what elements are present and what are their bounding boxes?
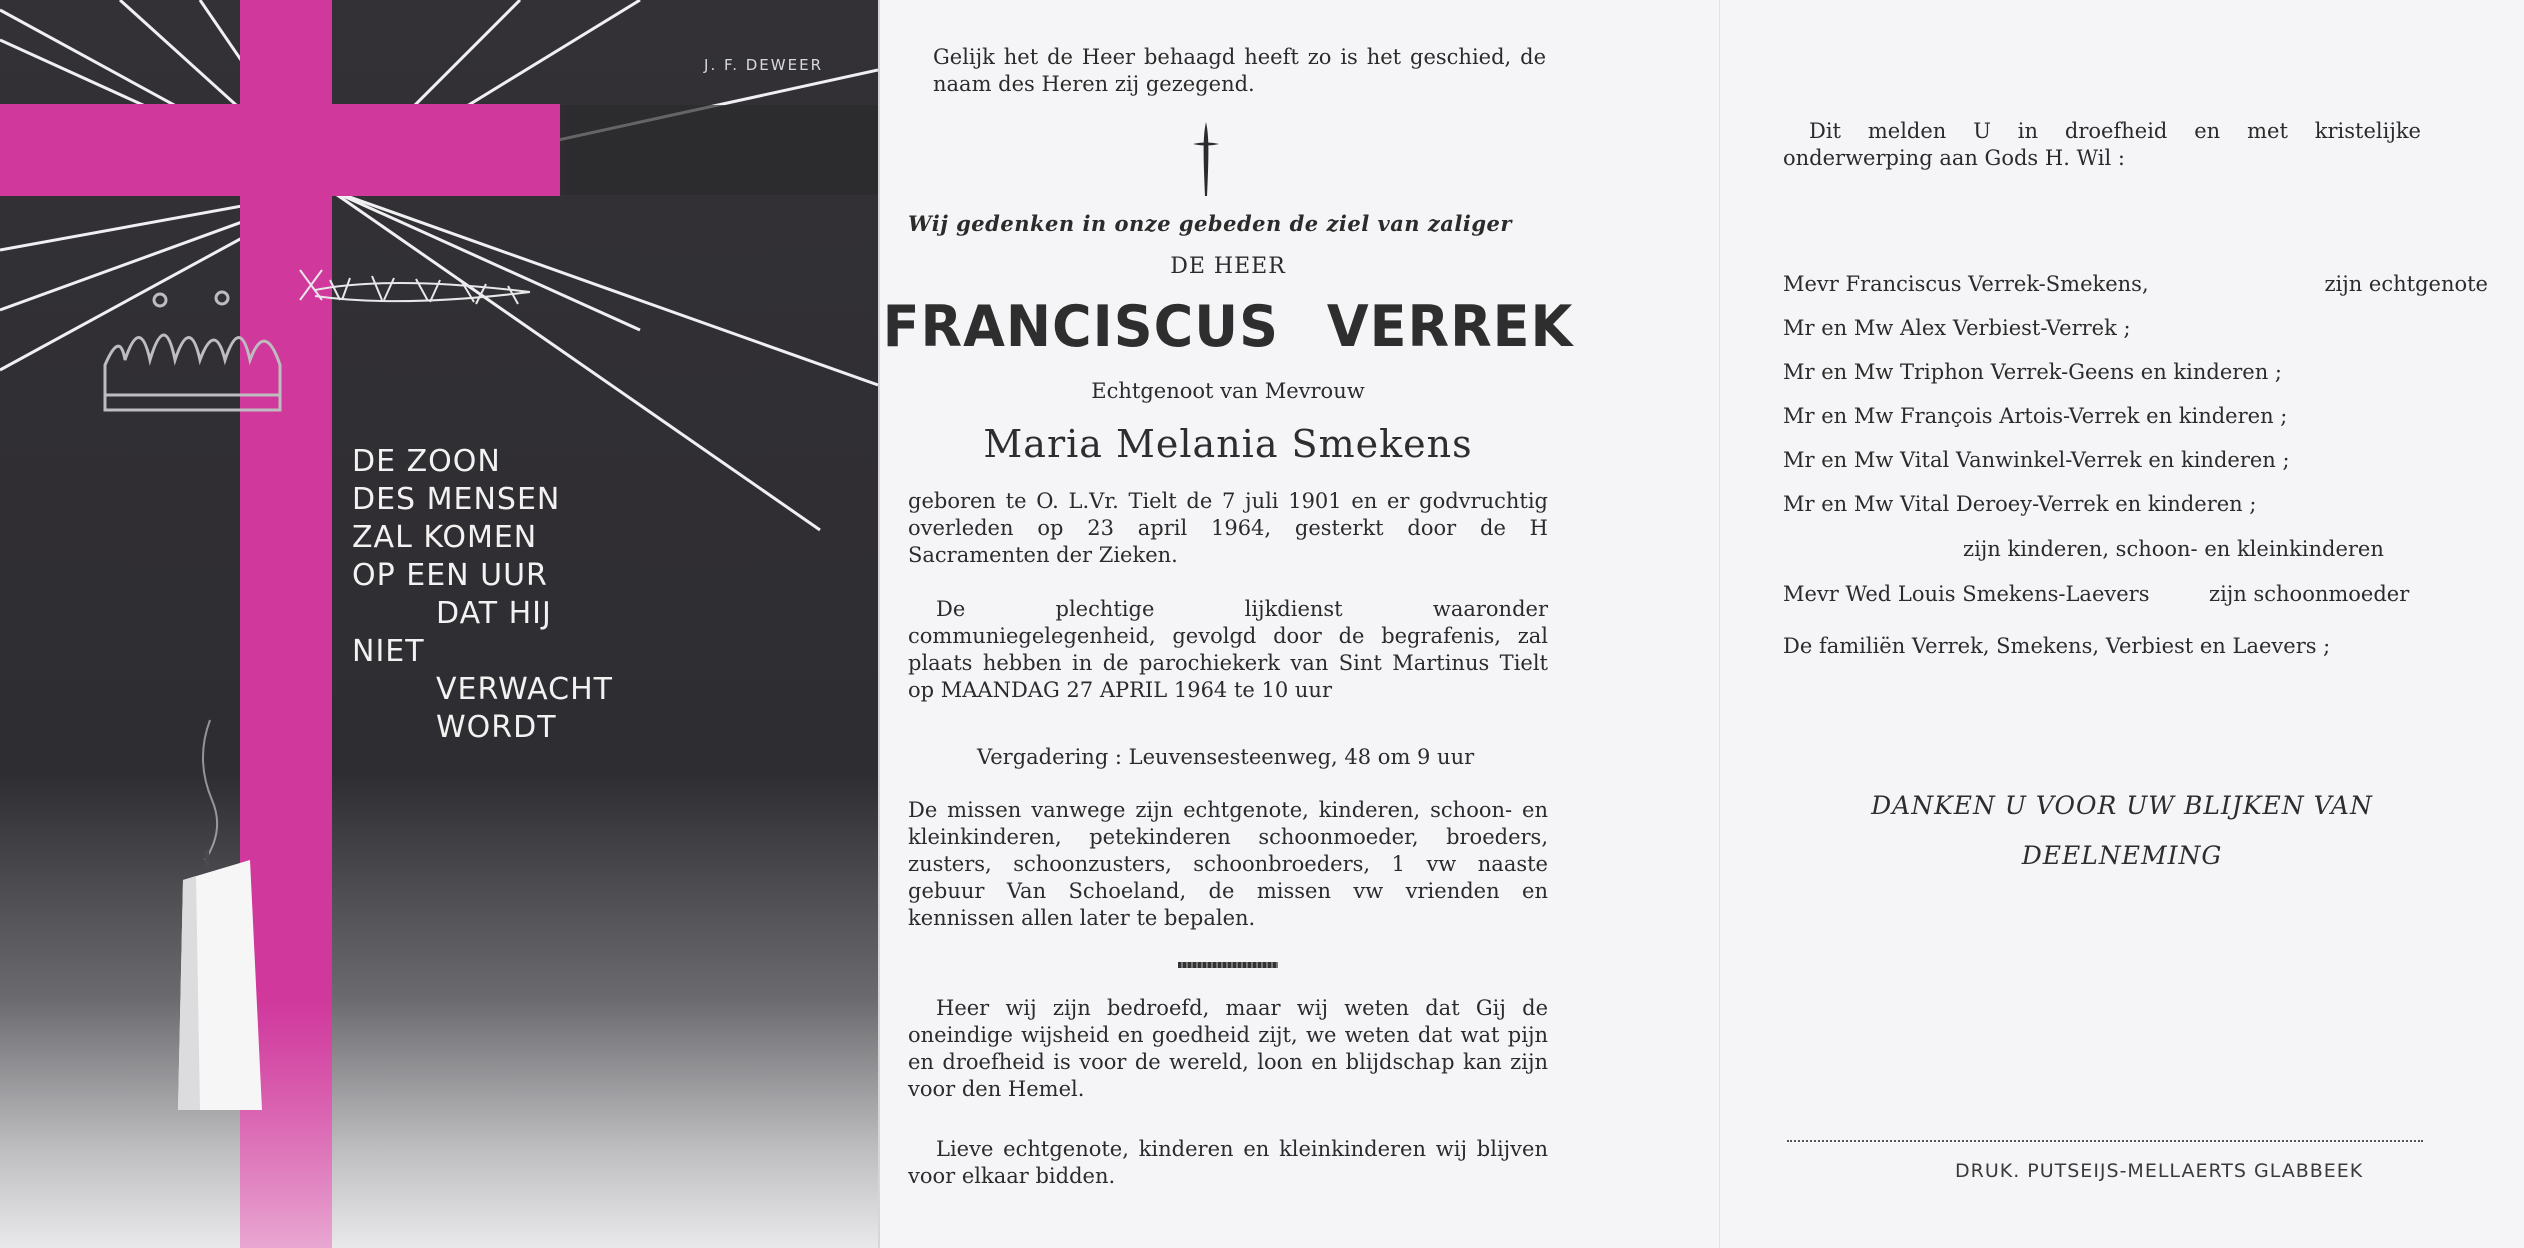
- announcement-intro: Dit melden U in droefheid en met kristelijke onderwerping aan Gods H. Wil :: [1783, 119, 2421, 170]
- printer-credit: DRUK. PUTSEIJS-MELLAERTS GLABBEEK: [1955, 1160, 2364, 1182]
- title-prefix: DE HEER: [1170, 254, 1286, 279]
- children-note: zijn kinderen, schoon- en kleinkinderen: [1963, 537, 2384, 561]
- thanks-line: DANKEN U VOOR UW BLIJKEN VAN: [1871, 791, 2373, 820]
- crown-of-thorns-icon: [300, 270, 530, 304]
- meeting-notice: Vergadering : Leuvensesteenweg, 48 om 9 uur: [977, 745, 1475, 769]
- verse-line: WORDT: [436, 710, 557, 745]
- thanks-line: DEELNEMING: [2021, 841, 2223, 870]
- extended-families: De familiën Verrek, Smekens, Verbiest en Laevers ;: [1783, 634, 2331, 658]
- family-row: [1783, 272, 2488, 296]
- family-row: [1783, 316, 2131, 340]
- family-name: Mr en Mw Vital Vanwinkel-Verrek en kinderen ;: [1783, 448, 2290, 472]
- dedication-line: Wij gedenken in onze gebeden de ziel van zaliger: [908, 211, 1512, 236]
- printer-divider: [1787, 1140, 2423, 1142]
- family-name: Mr en Mw Vital Deroey-Verrek en kinderen ;: [1783, 492, 2257, 516]
- masses-notice: De missen vanwege zijn echtgenote, kinderen, schoon- en kleinkinderen, petekinderen schoonmoeder, broeders, zusters, schoonzusters, schoonbroeders, 1 vw naaste gebuur Van Schoeland, de missen vw vrienden en kennissen allen later te bepalen.: [908, 798, 1548, 930]
- family-row: [1783, 404, 2287, 428]
- family-relation: zijn schoonmoeder: [2209, 582, 2410, 606]
- prayer-text: Heer wij zijn bedroefd, maar wij weten dat Gij de oneindige wijsheid en goedheid zijt, we weten dat wat pijn en droefheid is voor de wereld, loon en blijdschap kan zijn voor den Hemel.: [908, 996, 1548, 1101]
- verse-line: DAT HIJ: [436, 596, 552, 631]
- verse-line: NIET: [352, 634, 425, 669]
- family-name: Mevr Wed Louis Smekens-Laevers: [1783, 582, 2150, 606]
- spouse-name: Maria Melania Smekens: [983, 422, 1473, 466]
- cover-verse: [352, 443, 613, 747]
- birth-death-notice: geboren te O. L.Vr. Tielt de 7 juli 1901 en er godvruchtig overleden op 23 april 1964, gesterkt door de H Sacramenten der Zieken.: [908, 489, 1548, 567]
- opening-verse: Gelijk het de Heer behaagd heeft zo is het geschied, de naam des Heren zij gezegend.: [933, 45, 1546, 96]
- family-row: [1783, 360, 2282, 384]
- verse-line: DES MENSEN: [352, 482, 561, 517]
- verse-line: DE ZOON: [352, 444, 501, 479]
- family-name: Mr en Mw François Artois-Verrek en kinderen ;: [1783, 404, 2288, 428]
- family-name: Mr en Mw Alex Verbiest-Verrek ;: [1783, 316, 2131, 340]
- verse-line: OP EEN UUR: [352, 558, 548, 593]
- family-relation: zijn echtgenote: [2324, 272, 2488, 296]
- memorial-card-cover: [0, 0, 878, 1248]
- family-row: [1783, 582, 2483, 606]
- family-name: Mevr Franciscus Verrek-Smekens,: [1783, 272, 2149, 296]
- publisher-mark: J. F. DEWEER: [704, 56, 823, 74]
- small-cross-icon: [1193, 122, 1219, 196]
- closing-text: Lieve echtgenote, kinderen en kleinkinderen wij blijven voor elkaar bidden.: [908, 1137, 1548, 1188]
- family-row: [1783, 492, 2256, 516]
- family-row: [1783, 448, 2290, 472]
- funeral-notice: De plechtige lijkdienst waaronder communiegelegenheid, gevolgd door de begrafenis, zal plaats hebben in de parochiekerk van Sint Martinus Tielt op MAANDAG 27 APRIL 1964 te 10 uur: [908, 597, 1548, 702]
- spouse-intro: Echtgenoot van Mevrouw: [1091, 379, 1365, 403]
- memorial-card-inner-right: [1720, 0, 2524, 1248]
- family-name: Mr en Mw Triphon Verrek-Geens en kinderen ;: [1783, 360, 2283, 384]
- verse-line: VERWACHT: [436, 672, 613, 707]
- verse-line: ZAL KOMEN: [352, 520, 538, 555]
- ornament-divider: [1178, 962, 1278, 968]
- deceased-name: FRANCISCUS VERREK: [882, 293, 1574, 360]
